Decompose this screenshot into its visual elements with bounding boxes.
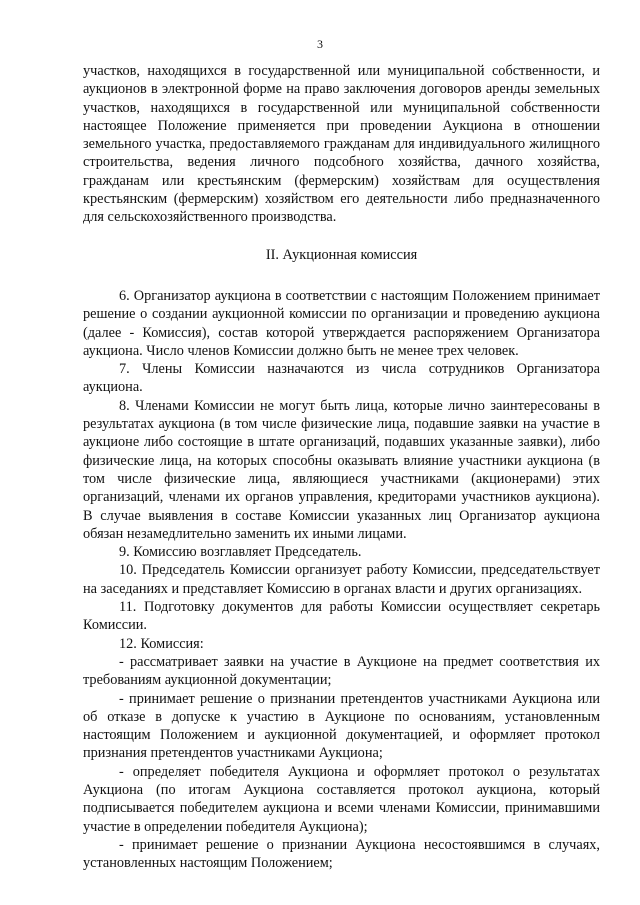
list-item: - определяет победителя Аукциона и оформляет протокол о результатах Аукциона (по итогам Аукциона составляется протокол аукциона, который подписывается победителем аукциона и всеми членами Комиссии, принимавшими участие в определении победителя Аукциона); bbox=[83, 763, 600, 835]
paragraph-8: 8. Членами Комиссии не могут быть лица, которые лично заинтересованы в результатах аукциона (в том числе физические лица, подавшие заявки на участие в аукционе либо состоящие в штате организаций, подавших указанные заявки), либо физические лица, на которых способны оказывать влияние участники аукциона (в том числе физические лица, являющиеся участниками (акционерами) этих организаций, членами их органов управления, кредиторами участников аукциона). В случае выявления в составе Комиссии указанных лиц Организатор аукциона обязан незамедлительно заменить их иными лицами. bbox=[83, 397, 600, 542]
paragraph-10: 10. Председатель Комиссии организует работу Комиссии, председательствует на заседаниях и представляет Комиссию в органах власти и других организациях. bbox=[83, 562, 600, 597]
list-item: - принимает решение о признании претендентов участниками Аукциона или об отказе в допуске к участию в Аукционе по основаниям, установленным настоящим Положением и аукционной документацией, и оформляет протокол признания претендентов участниками Аукциона; bbox=[83, 690, 600, 762]
section-title: II. Аукционная комиссия bbox=[265, 246, 418, 263]
document-body bbox=[83, 62, 600, 872]
paragraph-9: 9. Комиссию возглавляет Председатель. bbox=[119, 544, 362, 561]
paragraph-6: 6. Организатор аукциона в соответствии с настоящим Положением принимает решение о создании аукционной комиссии по организации и проведению аукциона (далее - Комиссия), состав которой утверждается распоряжением Организатора аукциона. Число членов Комиссии должно быть не менее трех человек. bbox=[83, 287, 600, 359]
list-item: - принимает решение о признании Аукциона несостоявшимся в случаях, установленных настоящим Положением; bbox=[83, 836, 600, 872]
paragraph-7: 7. Члены Комиссии назначаются из числа сотрудников Организатора аукциона. bbox=[83, 361, 600, 396]
list-item: - рассматривает заявки на участие в Аукционе на предмет соответствия их требованиям аукционной документации; bbox=[83, 653, 600, 689]
paragraph-11: 11. Подготовку документов для работы Комиссии осуществляет секретарь Комиссии. bbox=[83, 599, 600, 634]
paragraph-12: 12. Комиссия: bbox=[119, 635, 204, 652]
page-number: 3 bbox=[317, 37, 323, 51]
intro-paragraph: участков, находящихся в государственной или муниципальной собственности, и аукционов в электронной форме на право заключения договоров аренды земельных участков, находящихся в государственной или муниципальной собственности настоящее Положение применяется при проведении Аукциона в отношении земельного участка, предоставляемого гражданам для индивидуального жилищного строительства, ведения личного подсобного хозяйства, дачного хозяйства, гражданам или крестьянским (фермерским) хозяйствам для осуществления крестьянским (фермерским) хозяйством его деятельности либо предназначенного для сельскохозяйственного производства. bbox=[83, 63, 600, 226]
